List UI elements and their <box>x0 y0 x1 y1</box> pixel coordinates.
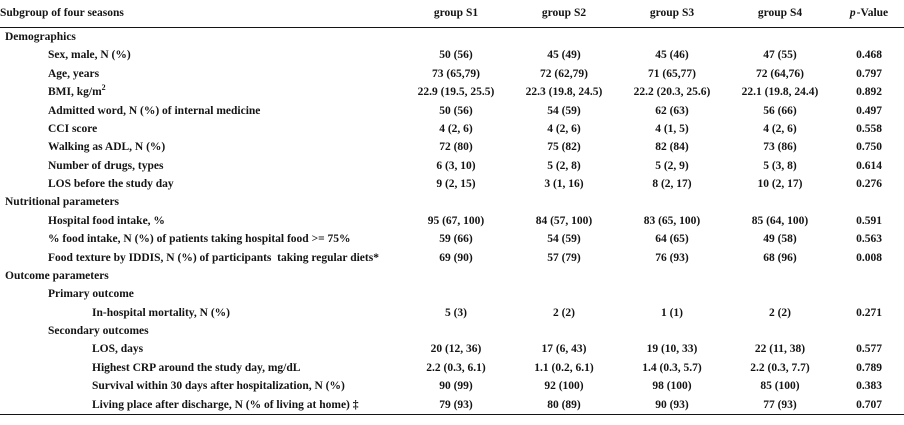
cell-value-s1: 90 (99) <box>439 380 473 393</box>
section-label <box>0 285 402 303</box>
cell-value-s2: 2 (2) <box>552 306 576 319</box>
cell-value-s3 <box>618 267 726 285</box>
table-row <box>0 396 904 415</box>
table-row <box>0 138 904 156</box>
cell-pvalue: 0.614 <box>856 159 882 172</box>
cell-value-s1: 2.2 (0.3, 6.1) <box>426 361 486 374</box>
cell-value-s1: 22.9 (19.5, 25.5) <box>417 86 495 99</box>
cell-value-s2 <box>510 193 618 211</box>
cell-pvalue: 0.563 <box>856 233 882 246</box>
row-label-text: % food intake, N (%) of patients taking hospital food >= 75% <box>48 233 351 246</box>
cell-value-s2 <box>510 267 618 285</box>
cell-value-s2: 92 (100) <box>544 380 584 393</box>
row-label-text: BMI, kg/m <box>48 86 102 99</box>
cell-value-s4 <box>726 285 834 303</box>
table-row <box>0 359 904 377</box>
cell-value-s3: 76 (93) <box>655 251 689 264</box>
header-label-column: Subgroup of four seasons <box>0 0 402 28</box>
cell-value-s2 <box>510 28 618 47</box>
cell-pvalue: 0.276 <box>856 178 882 190</box>
cell-value-s4 <box>726 28 834 47</box>
cell-value-s3: 4 (1, 5) <box>655 122 689 135</box>
row-label <box>0 175 402 193</box>
row-label <box>0 65 402 83</box>
cell-value-s1 <box>402 267 510 285</box>
table-body <box>0 28 904 415</box>
table-row <box>0 102 904 120</box>
cell-value-s2: 72 (62,79) <box>540 67 588 80</box>
cell-pvalue: 0.750 <box>856 141 882 154</box>
cell-value-s1: 6 (3, 10) <box>436 159 476 172</box>
table-row <box>0 304 904 322</box>
cell-value-s1: 59 (66) <box>439 233 473 246</box>
cell-value-s1: 20 (12, 36) <box>430 343 482 356</box>
cell-value-s3: 90 (93) <box>618 396 726 415</box>
cell-value-s4: 22.1 (19.8, 24.4) <box>741 86 819 99</box>
cell-pvalue <box>834 322 904 340</box>
section-label <box>0 267 402 285</box>
table-header <box>0 0 904 28</box>
cell-value-s4: 2.2 (0.3, 7.7) <box>750 361 810 374</box>
table-row <box>0 120 904 138</box>
cell-value-s4: 72 (64,76) <box>756 67 804 80</box>
row-label <box>0 304 402 322</box>
cell-value-s2: 57 (79) <box>547 251 581 264</box>
row-label <box>0 120 402 138</box>
cell-value-s4: 2 (2) <box>768 306 792 319</box>
row-label-text: Admitted word, N (%) of internal medicine <box>48 104 261 117</box>
cell-value-s3: 82 (84) <box>655 141 689 154</box>
cell-value-s1: 95 (67, 100) <box>427 214 485 227</box>
cell-value-s2: 75 (82) <box>547 141 581 154</box>
row-label <box>0 138 402 156</box>
cell-pvalue: 0.577 <box>856 343 882 356</box>
cell-value-s1 <box>402 322 510 340</box>
table-row <box>0 83 904 101</box>
row-label-text: Primary outcome <box>48 288 134 301</box>
table-row <box>0 340 904 358</box>
cell-pvalue: 0.008 <box>856 251 882 264</box>
section-label <box>0 322 402 340</box>
row-label-text: Living place after discharge, N (% of living at home) ‡ <box>92 398 359 411</box>
row-label-text: Nutritional parameters <box>5 196 120 209</box>
cell-pvalue: 0.558 <box>856 122 882 135</box>
header-pvalue <box>834 0 904 28</box>
cell-pvalue: 0.892 <box>856 86 882 99</box>
cell-value-s3: 22.2 (20.3, 25.6) <box>633 86 711 99</box>
cell-value-s3 <box>618 285 726 303</box>
cell-value-s4: 10 (2, 17) <box>757 178 803 190</box>
cell-value-s4: 77 (93) <box>726 396 834 415</box>
row-label <box>0 212 402 230</box>
cell-pvalue: 0.468 <box>856 49 882 62</box>
row-label-text: LOS, days <box>92 343 144 356</box>
section-row <box>0 322 904 340</box>
cell-value-s3: 1 (1) <box>660 306 684 319</box>
section-row <box>0 285 904 303</box>
cell-value-s4: 68 (96) <box>763 251 797 264</box>
table-row <box>0 157 904 175</box>
row-label <box>0 249 402 267</box>
cell-pvalue: 0.789 <box>856 361 882 374</box>
header-group-s1: group S1 <box>402 0 510 28</box>
cell-pvalue <box>834 193 904 211</box>
row-label <box>0 83 402 101</box>
cell-value-s2 <box>510 285 618 303</box>
row-label <box>0 46 402 64</box>
cell-value-s3 <box>618 322 726 340</box>
cell-value-s3: 1.4 (0.3, 5.7) <box>642 361 702 374</box>
table-row <box>0 175 904 193</box>
cell-pvalue: 0.591 <box>856 214 882 227</box>
cell-value-s4 <box>726 322 834 340</box>
cell-value-s4: 22 (11, 38) <box>754 343 806 356</box>
cell-value-s2: 4 (2, 6) <box>547 122 581 135</box>
cell-value-s1: 50 (56) <box>439 104 473 117</box>
row-label-text: Number of drugs, types <box>48 159 164 172</box>
cell-value-s4: 4 (2, 6) <box>763 122 797 135</box>
cell-value-s3: 45 (46) <box>655 49 689 62</box>
cell-value-s2: 84 (57, 100) <box>535 214 593 227</box>
cell-value-s4: 85 (100) <box>760 380 800 393</box>
cell-pvalue <box>834 285 904 303</box>
header-group-s2: group S2 <box>510 0 618 28</box>
row-label <box>0 396 402 415</box>
row-label-text: Hospital food intake, % <box>48 214 165 227</box>
row-label-text: Age, years <box>48 67 100 80</box>
row-label-text: Food texture by IDDIS, N (%) of participants taking regular diets* <box>48 251 379 264</box>
cell-value-s2: 5 (2, 8) <box>547 159 581 172</box>
row-label <box>0 157 402 175</box>
cell-value-s1: 50 (56) <box>439 49 473 62</box>
cell-value-s4 <box>726 193 834 211</box>
section-row <box>0 267 904 285</box>
row-label-text: Outcome parameters <box>5 269 109 282</box>
row-label-text: LOS before the study day <box>48 178 174 190</box>
cell-value-s2: 80 (89) <box>510 396 618 415</box>
cell-value-s1: 9 (2, 15) <box>436 178 476 190</box>
cell-value-s1 <box>402 285 510 303</box>
cell-value-s4 <box>726 267 834 285</box>
cell-value-s1: 5 (3) <box>444 306 468 319</box>
cell-value-s2 <box>510 322 618 340</box>
section-label <box>0 193 402 211</box>
section-label <box>0 28 402 47</box>
row-label <box>0 102 402 120</box>
row-label <box>0 340 402 358</box>
cell-value-s4: 5 (3, 8) <box>763 159 797 172</box>
row-label <box>0 377 402 395</box>
cell-value-s3: 19 (10, 33) <box>646 343 698 356</box>
cell-pvalue: 0.383 <box>856 380 882 393</box>
cell-value-s2: 3 (1, 16) <box>544 178 584 190</box>
cell-pvalue: 0.707 <box>834 396 904 415</box>
row-label-text: Demographics <box>5 31 76 43</box>
cell-value-s4: 85 (64, 100) <box>751 214 809 227</box>
row-label-text: In-hospital mortality, N (%) <box>92 306 230 319</box>
row-label-superscript: 2 <box>101 83 106 93</box>
cell-pvalue: 0.797 <box>856 67 882 80</box>
row-label-text: Sex, male, N (%) <box>48 49 131 62</box>
cell-value-s2: 54 (59) <box>547 233 581 246</box>
row-label-text: Survival within 30 days after hospitalization, N (%) <box>92 380 345 393</box>
cell-pvalue: 0.497 <box>856 104 882 117</box>
section-row <box>0 193 904 211</box>
cell-value-s3 <box>618 28 726 47</box>
cell-pvalue <box>834 267 904 285</box>
cell-value-s1 <box>402 28 510 47</box>
cell-value-s4: 49 (58) <box>763 233 797 246</box>
row-label-text: Walking as ADL, N (%) <box>48 141 166 154</box>
cell-value-s1: 69 (90) <box>439 251 473 264</box>
cell-value-s3: 71 (65,77) <box>648 67 696 80</box>
section-row <box>0 28 904 47</box>
table-row <box>0 46 904 64</box>
cell-value-s3: 98 (100) <box>652 380 692 393</box>
table-row <box>0 230 904 248</box>
cell-pvalue: 0.271 <box>856 306 882 319</box>
header-row <box>0 0 904 28</box>
cell-value-s2: 1.1 (0.2, 6.1) <box>534 361 594 374</box>
table-row <box>0 377 904 395</box>
cell-value-s1: 79 (93) <box>402 396 510 415</box>
cell-value-s2: 17 (6, 43) <box>541 343 587 356</box>
cell-value-s1: 72 (80) <box>439 141 473 154</box>
cell-value-s2: 54 (59) <box>547 104 581 117</box>
pvalue-rest: -Value <box>856 7 889 19</box>
row-label-text: CCI score <box>48 122 98 135</box>
header-group-s3: group S3 <box>618 0 726 28</box>
cell-value-s3 <box>618 193 726 211</box>
cell-value-s4: 73 (86) <box>763 141 797 154</box>
cell-value-s3: 83 (65, 100) <box>643 214 701 227</box>
table-row <box>0 65 904 83</box>
table-row <box>0 212 904 230</box>
pvalue-italic-p: p <box>849 7 856 19</box>
row-label <box>0 230 402 248</box>
cell-value-s3: 62 (63) <box>655 104 689 117</box>
cell-value-s2: 22.3 (19.8, 24.5) <box>525 86 603 99</box>
row-label <box>0 359 402 377</box>
header-group-s4: group S4 <box>726 0 834 28</box>
cell-value-s3: 5 (2, 9) <box>655 159 689 172</box>
row-label-text: Secondary outcomes <box>48 325 149 337</box>
cell-value-s4: 56 (66) <box>763 104 797 117</box>
cell-value-s2: 45 (49) <box>547 49 581 62</box>
cell-value-s1 <box>402 193 510 211</box>
cell-value-s4: 47 (55) <box>763 49 797 62</box>
cell-value-s3: 8 (2, 17) <box>652 178 692 190</box>
cell-value-s1: 73 (65,79) <box>432 67 480 80</box>
cell-value-s3: 64 (65) <box>655 233 689 246</box>
cell-pvalue <box>834 28 904 47</box>
table-row <box>0 249 904 267</box>
cell-value-s1: 4 (2, 6) <box>439 122 473 135</box>
row-label-text: Highest CRP around the study day, mg/dL <box>92 361 301 374</box>
